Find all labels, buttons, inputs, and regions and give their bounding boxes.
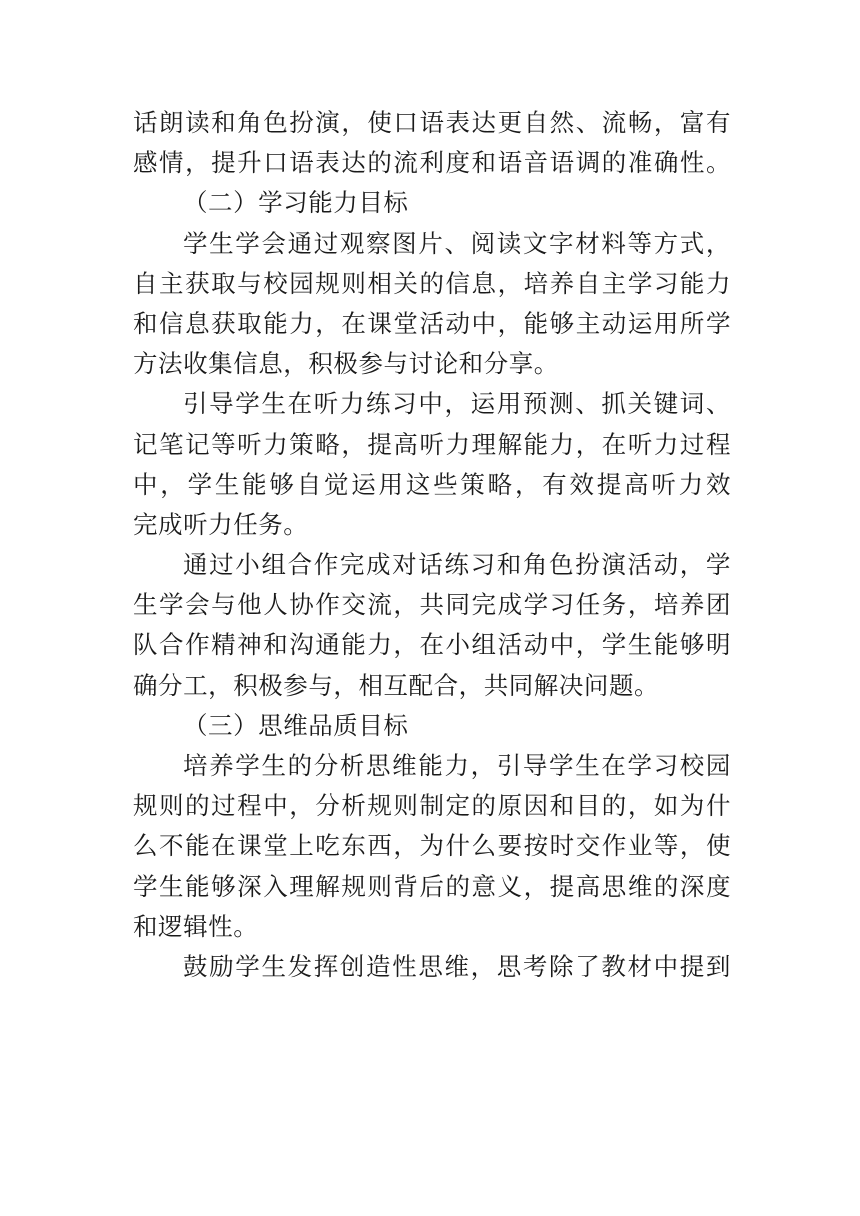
document-body bbox=[133, 103, 731, 987]
section-heading: （二）学习能力目标 bbox=[183, 188, 409, 218]
text-line: 自主获取与校园规则相关的信息，培养自主学习能力 bbox=[133, 268, 731, 298]
section-heading: （三）思维品质目标 bbox=[183, 710, 409, 740]
text-line: 通过小组合作完成对话练习和角色扮演活动，学 bbox=[183, 550, 731, 580]
text-line: 队合作精神和沟通能力，在小组活动中，学生能够明 bbox=[133, 630, 731, 660]
text-line: 和信息获取能力，在课堂活动中，能够主动运用所学 bbox=[133, 308, 731, 338]
text-line: 记笔记等听力策略，提高听力理解能力，在听力过程 bbox=[133, 429, 731, 459]
text-line: 完成听力任务。 bbox=[133, 509, 309, 539]
text-line: 培养学生的分析思维能力，引导学生在学习校园 bbox=[183, 751, 731, 780]
text-line: 确分工，积极参与，相互配合，共同解决问题。 bbox=[133, 670, 660, 700]
text-line: 学生学会通过观察图片、阅读文字材料等方式， bbox=[183, 228, 731, 258]
text-line: 规则的过程中，分析规则制定的原因和目的，如为什 bbox=[133, 791, 731, 821]
text-line: 话朗读和角色扮演，使口语表达更自然、流畅，富有 bbox=[133, 108, 731, 137]
text-line: 和逻辑性。 bbox=[133, 911, 259, 941]
text-line: 方法收集信息，积极参与讨论和分享。 bbox=[133, 349, 559, 379]
text-line: 么不能在课堂上吃东西，为什么要按时交作业等，使 bbox=[133, 831, 731, 861]
text-line: 中，学生能够自觉运用这些策略，有效提高听力效 bbox=[133, 469, 731, 499]
text-line: 鼓励学生发挥创造性思维，思考除了教材中提到 bbox=[183, 951, 731, 981]
text-line: 感情，提升口语表达的流利度和语音语调的准确性。 bbox=[133, 148, 731, 178]
text-line: 学生能够深入理解规则背后的意义，提高思维的深度 bbox=[133, 871, 731, 901]
text-line: 生学会与他人协作交流，共同完成学习任务，培养团 bbox=[133, 590, 731, 620]
text-line: 引导学生在听力练习中，运用预测、抓关键词、 bbox=[183, 389, 731, 419]
